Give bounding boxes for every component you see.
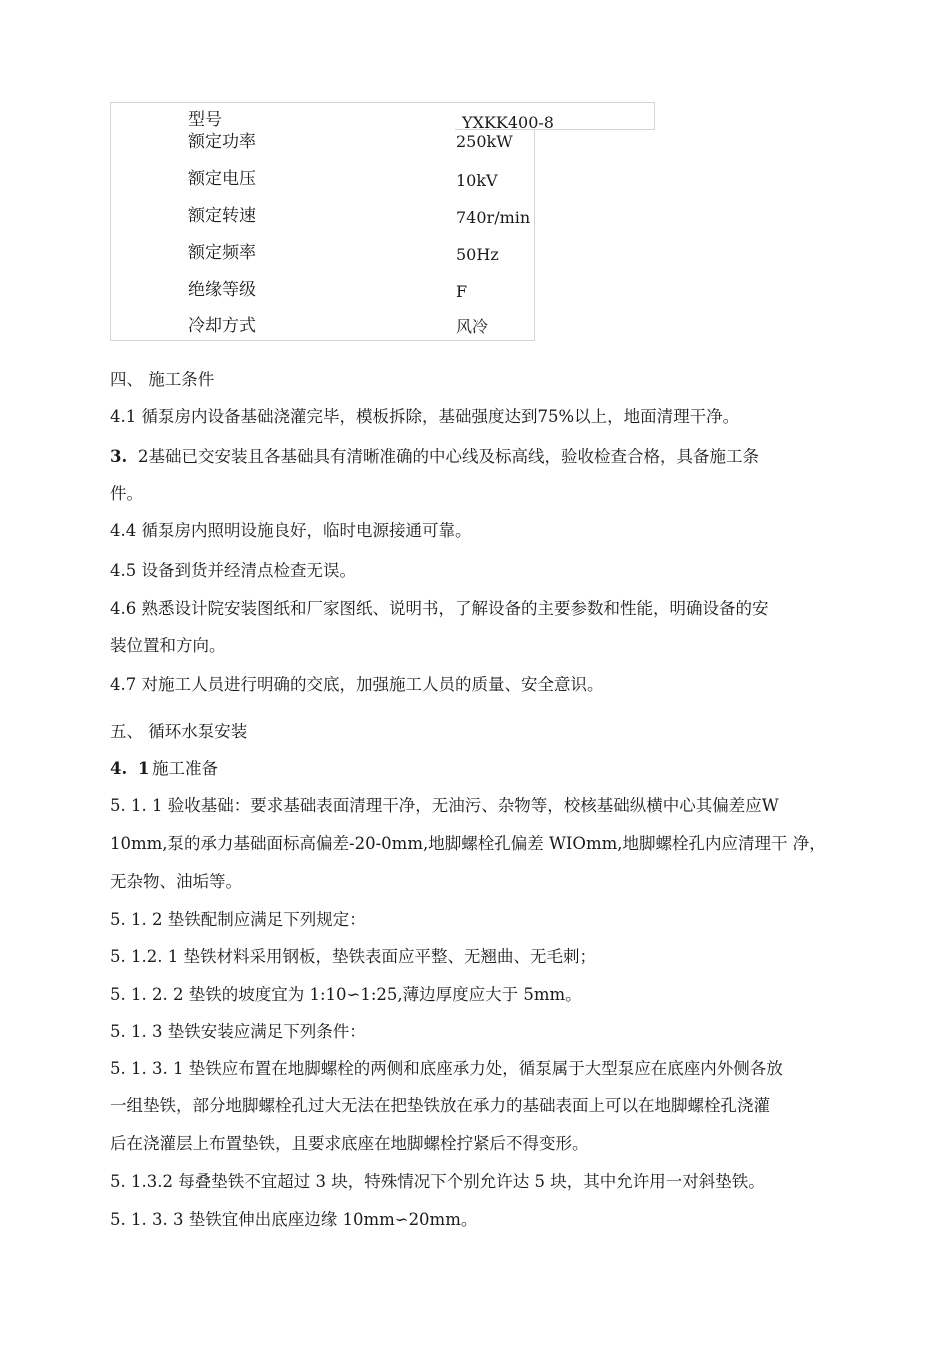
- paragraph-number: 3.: [110, 447, 128, 466]
- subsection-number: 1: [138, 759, 150, 778]
- subsection-heading-preparation: 施工准备: [152, 759, 218, 778]
- paragraph-line: 4.7 对施工人员进行明确的交底，加强施工人员的质量、安全意识。: [110, 675, 604, 694]
- paragraph-line: 后在浇灌层上布置垫铁，且要求底座在地脚螺栓拧紧后不得变形。: [110, 1134, 589, 1153]
- paragraph-line: 4.5 设备到货并经清点检查无误。: [110, 561, 356, 580]
- table-border: [110, 102, 111, 341]
- paragraph-line: 5. 1. 2. 2 垫铁的坡度宜为 1:10∽1:25,薄边厚度应大于 5mm。: [110, 985, 582, 1004]
- spec-value-model: YXKK400-8: [462, 113, 554, 132]
- spec-label-frequency: 额定频率: [188, 243, 256, 263]
- spec-label-insulation: 绝缘等级: [188, 280, 256, 300]
- paragraph-line: 5. 1. 3 垫铁安装应满足下列条件：: [110, 1022, 366, 1041]
- paragraph-line: 2基础已交安装且各基础具有清晰准确的中心线及标高线，验收检查合格，具备施工条: [138, 447, 759, 466]
- spec-value-voltage: 10kV: [456, 171, 498, 190]
- paragraph-line: 5. 1. 1 验收基础：要求基础表面清理干净，无油污、杂物等，校核基础纵横中心其偏差应W: [110, 796, 779, 815]
- spec-value-power: 250kW: [456, 132, 513, 151]
- paragraph-line: 装位置和方向。: [110, 636, 226, 655]
- spec-value-speed: 740r/min: [456, 208, 531, 227]
- paragraph-line: 5. 1. 3. 1 垫铁应布置在地脚螺栓的两侧和底座承力处，循泵属于大型泵应在底座内外侧各放: [110, 1059, 783, 1078]
- paragraph-line: 5. 1. 2 垫铁配制应满足下列规定：: [110, 910, 366, 929]
- subsection-number: 4.: [110, 759, 128, 778]
- spec-table: [110, 102, 655, 342]
- paragraph-line: 4.1 循泵房内设备基础浇灌完毕，模板拆除，基础强度达到75%以上，地面清理干净。: [110, 407, 740, 426]
- table-border: [654, 102, 655, 130]
- paragraph-line: 无杂物、油垢等。: [110, 872, 242, 891]
- table-border: [110, 102, 655, 103]
- spec-value-cooling: 风冷: [456, 317, 489, 336]
- paragraph-line: 5. 1. 3. 3 垫铁宜伸出底座边缘 10mm∽20mm。: [110, 1210, 478, 1229]
- paragraph-line: 4.6 熟悉设计院安装图纸和厂家图纸、说明书，了解设备的主要参数和性能，明确设备的安: [110, 599, 769, 618]
- paragraph-line: 件。: [110, 484, 143, 503]
- paragraph-line: 5. 1.2. 1 垫铁材料采用钢板，垫铁表面应平整、无翘曲、无毛刺；: [110, 947, 596, 966]
- spec-label-voltage: 额定电压: [188, 169, 256, 189]
- spec-label-speed: 额定转速: [188, 206, 256, 226]
- paragraph-line: 一组垫铁，部分地脚螺栓孔过大无法在把垫铁放在承力的基础表面上可以在地脚螺栓孔浇灌: [110, 1096, 770, 1115]
- section-heading-pump-installation: 五、 循环水泵安装: [110, 722, 248, 741]
- spec-label-power: 额定功率: [188, 132, 256, 152]
- spec-value-frequency: 50Hz: [456, 245, 499, 264]
- spec-value-insulation: F: [456, 282, 468, 301]
- paragraph-line: 4.4 循泵房内照明设施良好，临时电源接通可靠。: [110, 521, 472, 540]
- spec-label-cooling: 冷却方式: [188, 316, 256, 336]
- table-border: [110, 340, 535, 341]
- spec-label-model: 型号: [188, 110, 222, 130]
- section-heading-construction-conditions: 四、 施工条件: [110, 370, 215, 389]
- paragraph-line: 10mm,泵的承力基础面标高偏差-20-0mm,地脚螺栓孔偏差 WIOmm,地脚螺栓孔内应清理干 净，: [110, 834, 826, 853]
- table-border: [534, 129, 535, 341]
- paragraph-line: 5. 1.3.2 每叠垫铁不宜超过 3 块，特殊情况下个别允许达 5 块，其中允许用一对斜垫铁。: [110, 1172, 765, 1191]
